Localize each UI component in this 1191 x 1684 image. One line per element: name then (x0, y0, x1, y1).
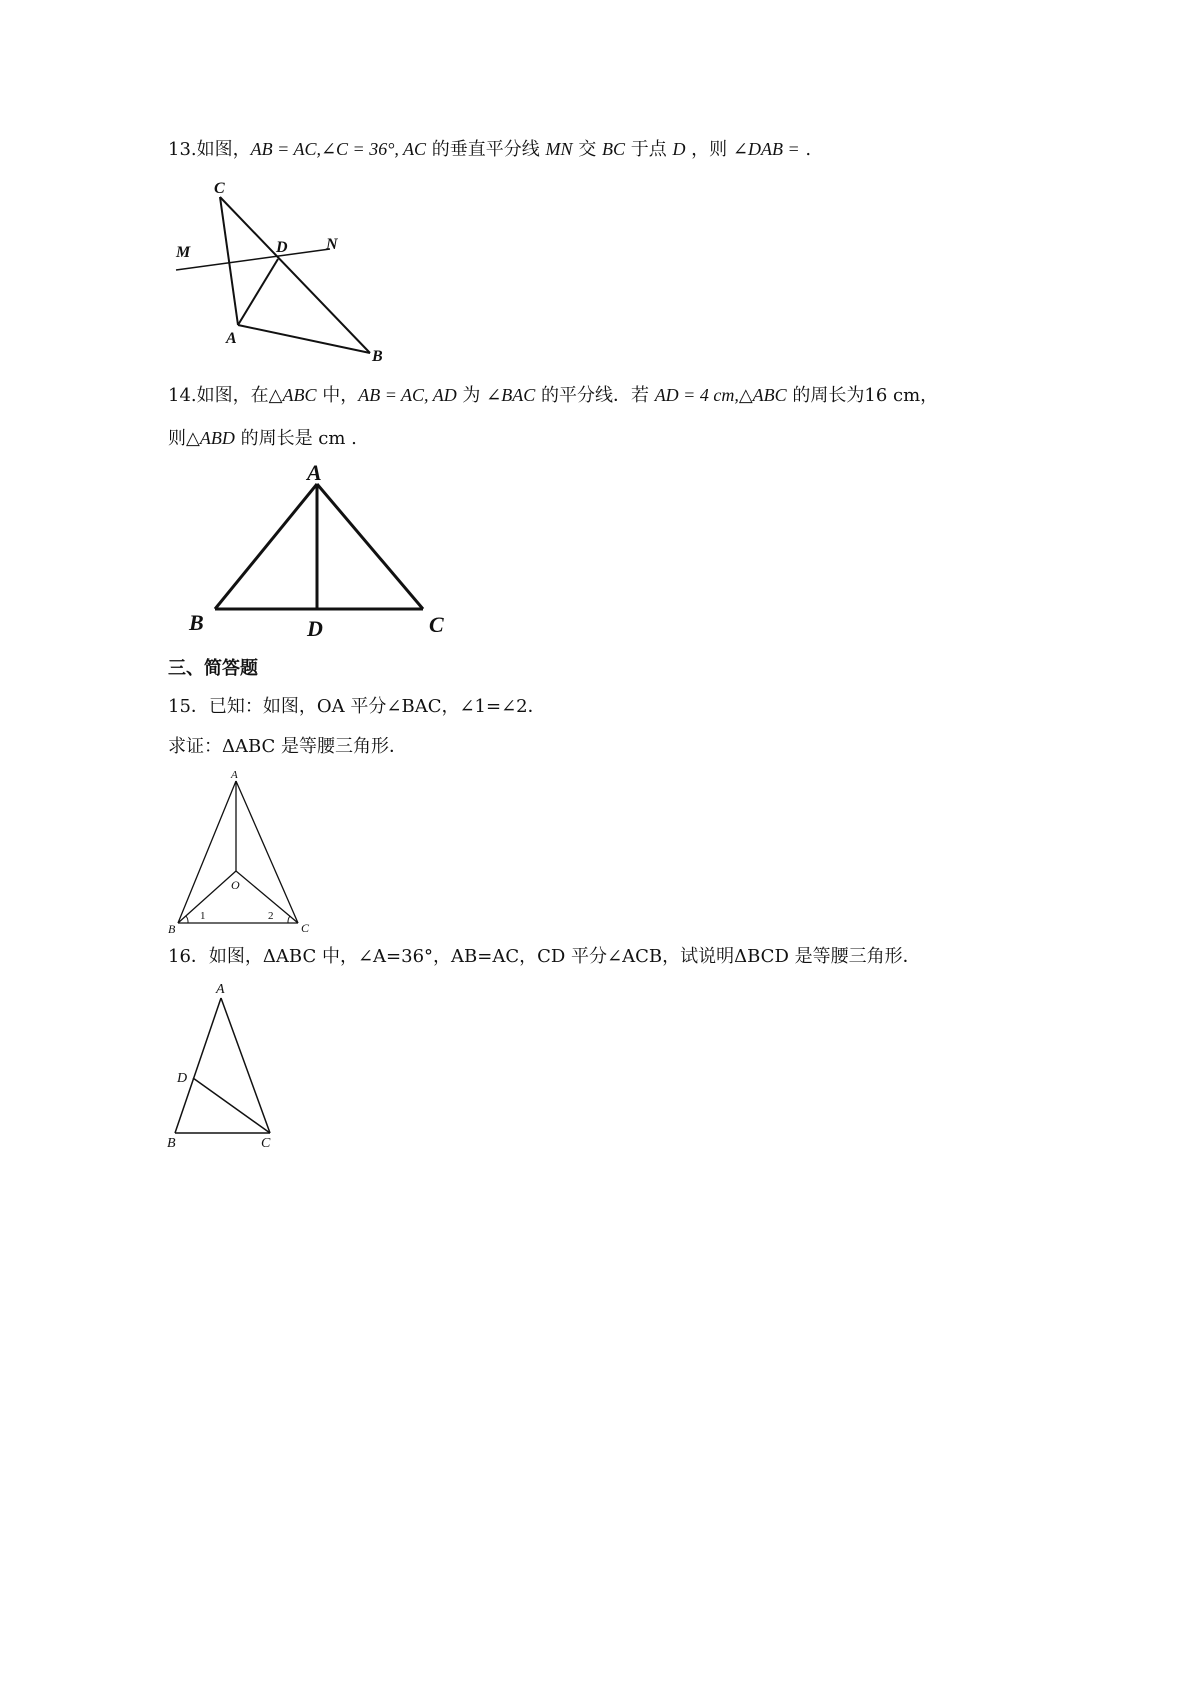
q14-label-a: A (307, 460, 322, 485)
q14-label-c: C (429, 612, 444, 637)
q15-figure (160, 765, 330, 940)
q15-label-angle1: 1 (200, 910, 206, 922)
q16-label-b: B (167, 1136, 176, 1151)
q15-label-b: B (168, 922, 176, 936)
q13-number: 13. (168, 139, 197, 160)
q13-label-a: A (226, 330, 237, 347)
q15-label-o: O (231, 878, 240, 892)
q14-label-b: B (189, 610, 204, 635)
q16-text-line1: 16．如图，ΔABC 中，∠A=36°，AB=AC，CD 平分∠ACB，试说明ΔBCD 是等腰三角形． (168, 946, 921, 967)
q14-figure (185, 458, 465, 643)
q14-text-line1: 14.如图，在△ABC 中，AB = AC, AD 为 ∠BAC 的平分线．若 AD = 4 cm,△ABC 的周长为16 cm， (168, 385, 939, 406)
q14-text-line2: 则△ABD 的周长是 cm . (168, 428, 357, 449)
q13-label-m: M (176, 244, 191, 261)
q15-label-angle2: 2 (268, 910, 274, 922)
q16-label-d: D (177, 1071, 188, 1086)
q16-figure (160, 978, 300, 1153)
q13-label-d: D (276, 239, 288, 256)
q13-label-c: C (214, 180, 225, 197)
section-heading: 三、简答题 (168, 658, 258, 679)
q13-label-b: B (372, 348, 383, 365)
q13-label-n: N (326, 236, 338, 253)
q14-number: 14. (168, 385, 197, 406)
q14-label-d: D (307, 616, 323, 641)
q15-label-c: C (301, 921, 310, 935)
q16-label-c: C (261, 1136, 271, 1151)
q15-label-a: A (231, 769, 238, 781)
q16-label-a: A (216, 982, 225, 997)
q13-figure (160, 175, 400, 370)
q13-text: 13.如图，AB = AC,∠C = 36°, AC 的垂直平分线 MN 交 BC 于点 D ，则 ∠DAB = . (168, 139, 812, 160)
q15-text-line1: 15．已知：如图，OA 平分∠BAC，∠1=∠2． (168, 696, 546, 717)
q15-text-line2: 求证：ΔABC 是等腰三角形． (168, 736, 408, 757)
